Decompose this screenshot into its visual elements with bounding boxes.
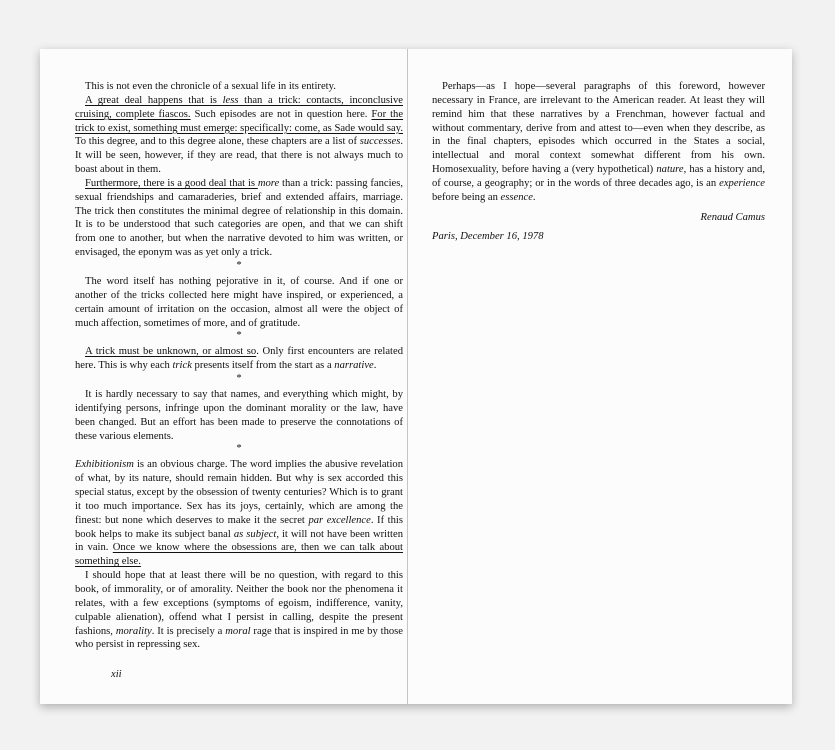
- paragraph-7: Exhibitionism is an obvious charge. The word implies the abusive revelation of what, by its nature, should remain hidden. But why is sex accorded this special status, except by the obsession of twenty centuries? Which is to grant it too much importance. Sex has its joys, certainly, which are among the finest: but none which deserves to make it the secret par excellence. If this book helps to make its subject banal as subject, it will not have been written in vain. Once we know where the obsessions are, then we can talk about something else.: [75, 459, 404, 568]
- section-asterisk: *: [236, 373, 242, 385]
- paragraph-4: The word itself has nothing pejorative in it, of course. And if one or another of the tricks collected here might have inspired, or experienced, a certain amount of irritation on the occasion, almost all were the object of much affection, sometimes of more, and of gratitude.: [75, 275, 403, 329]
- open-book-spread: [40, 49, 792, 704]
- section-asterisk: *: [236, 330, 242, 342]
- author-signature: Renaud Camus: [700, 211, 765, 223]
- section-asterisk: *: [236, 443, 242, 455]
- paragraph-1: This is not even the chronicle of a sexual life in its entirety.: [85, 81, 336, 92]
- right-page: [432, 80, 765, 244]
- book-gutter: [407, 49, 408, 704]
- underlined-passage: Furthermore, there is a good deal that is: [85, 177, 258, 189]
- underlined-passage: A great deal happens that is less than a trick: contacts, inconclusive cruising, complete fiascos.: [75, 94, 403, 120]
- place-and-date: Paris, December 16, 1978: [432, 231, 544, 243]
- section-asterisk: *: [236, 259, 242, 271]
- paragraph-6: It is hardly necessary to say that names, and everything which might, by identifying persons, infringe upon the dominant morality or the law, have been changed. But an effort has been made to preserve the connotations of these various elements.: [75, 389, 403, 442]
- paragraph-2: A great deal happens that is less than a trick: contacts, inconclusive cruising, complete fiascos. Such episodes are not in question here. For the trick to exist, something must emerge: specifically: come, as Sade would say. To this degree, and to this degree alone, these chapters are a list of successes. It will be seen, however, if they are read, that there is not always much to boast about in them.: [75, 94, 404, 176]
- paragraph-3: Furthermore, there is a good deal that is more than a trick: passing fancies, sexual friendships and camaraderies, brief and extended affairs, marriage. The trick then constitutes the minimal degree of relationship in this domain. It is to be understood that such categories are open, and that we can shift from one to another, but when the narrative devoted to him was written, or envisaged, the eponym was as yet only a trick.: [75, 177, 404, 259]
- paragraph-foreword: Perhaps—as I hope—several paragraphs of this foreword, however necessary in France, are irrelevant to the American reader. At least they will remind him that these narratives by a Frenchman, however factual and without commentary, derive from and attest to—even when they describe, as in the final chapters, episodes which occurred in the States a social, intellectual and moral context somewhat different from his own. Homosexuality, before having a (very hypothetical) nature, has a history and, of course, a geography; or in the words of three decades ago, is an experience before being an essence.: [432, 81, 765, 203]
- paragraph-8: I should hope that at least there will be no question, with regard to this book, of immorality, or of amorality. Neither the book nor the phenomena it relates, with a few exceptions (symptoms of egoism, indifference, vanity, culpable alienation), offend what I persist in calling, despite the present fashions, morality. It is precisely a moral rage that is inspired in me by those who persist in repressing sex.: [75, 570, 404, 651]
- underlined-passage: Once we know where the obsessions are, then we can talk about something else.: [75, 542, 403, 568]
- paragraph-5: A trick must be unknown, or almost so. Only first encounters are related here. This is why each trick presents itself from the start as a narrative.: [75, 346, 403, 372]
- underlined-passage: A trick must be unknown, or almost so: [85, 346, 257, 358]
- page-number: xii: [111, 669, 122, 681]
- underlined-passage: For the trick to exist, something must emerge: specifically: come, as Sade would say.: [75, 108, 404, 134]
- left-page: [75, 80, 403, 682]
